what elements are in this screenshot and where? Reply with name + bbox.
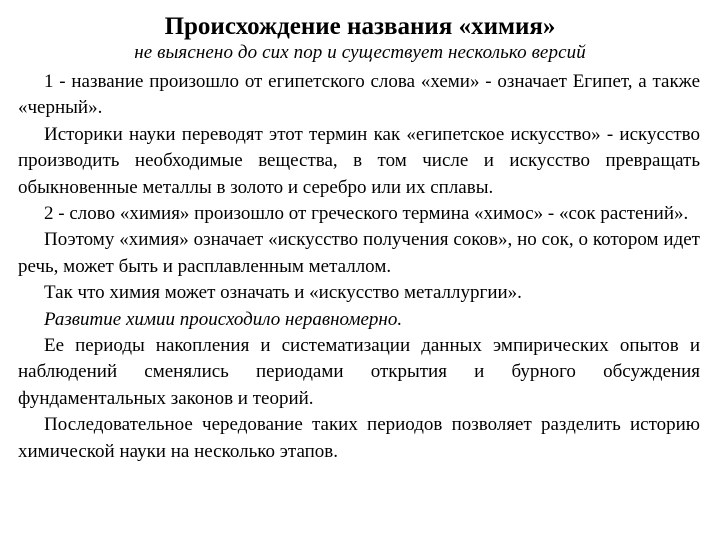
slide-title: Происхождение названия «химия» bbox=[164, 13, 556, 40]
paragraph-metallurgy: Так что химия может означать и «искусство металлургии». bbox=[44, 282, 522, 304]
paragraph-development: Развитие химии происходило неравномерно. bbox=[44, 308, 403, 330]
paragraph-version-1: 1 - название произошло от египетского слова «хеми» - означает Египет, а также «черный». bbox=[18, 71, 700, 119]
slide-subtitle: не выяснено до сих пор и существует несколько версий bbox=[134, 42, 586, 63]
paragraph-historians: Историки науки переводят этот термин как «египетское искусство» - искусство производить необходимые вещества, в том числе и искусство превращать обыкновенные металлы в золото и серебро или их сплавы. bbox=[18, 123, 700, 198]
paragraph-stages: Последовательное чередование таких периодов позволяет разделить историю химической науки на несколько этапов. bbox=[18, 414, 700, 462]
paragraph-juices: Поэтому «химия» означает «искусство получения соков», но сок, о котором идет речь, может быть и расплавленным металлом. bbox=[18, 229, 700, 277]
slide-body bbox=[18, 69, 700, 465]
paragraph-periods: Ее периоды накопления и систематизации данных эмпирических опытов и наблюдений сменялись периодами открытия и бурного обсуждения фундаментальных законов и теорий. bbox=[18, 335, 700, 409]
paragraph-version-2: 2 - слово «химия» произошло от греческого термина «химос» - «сок растений». bbox=[44, 203, 689, 225]
